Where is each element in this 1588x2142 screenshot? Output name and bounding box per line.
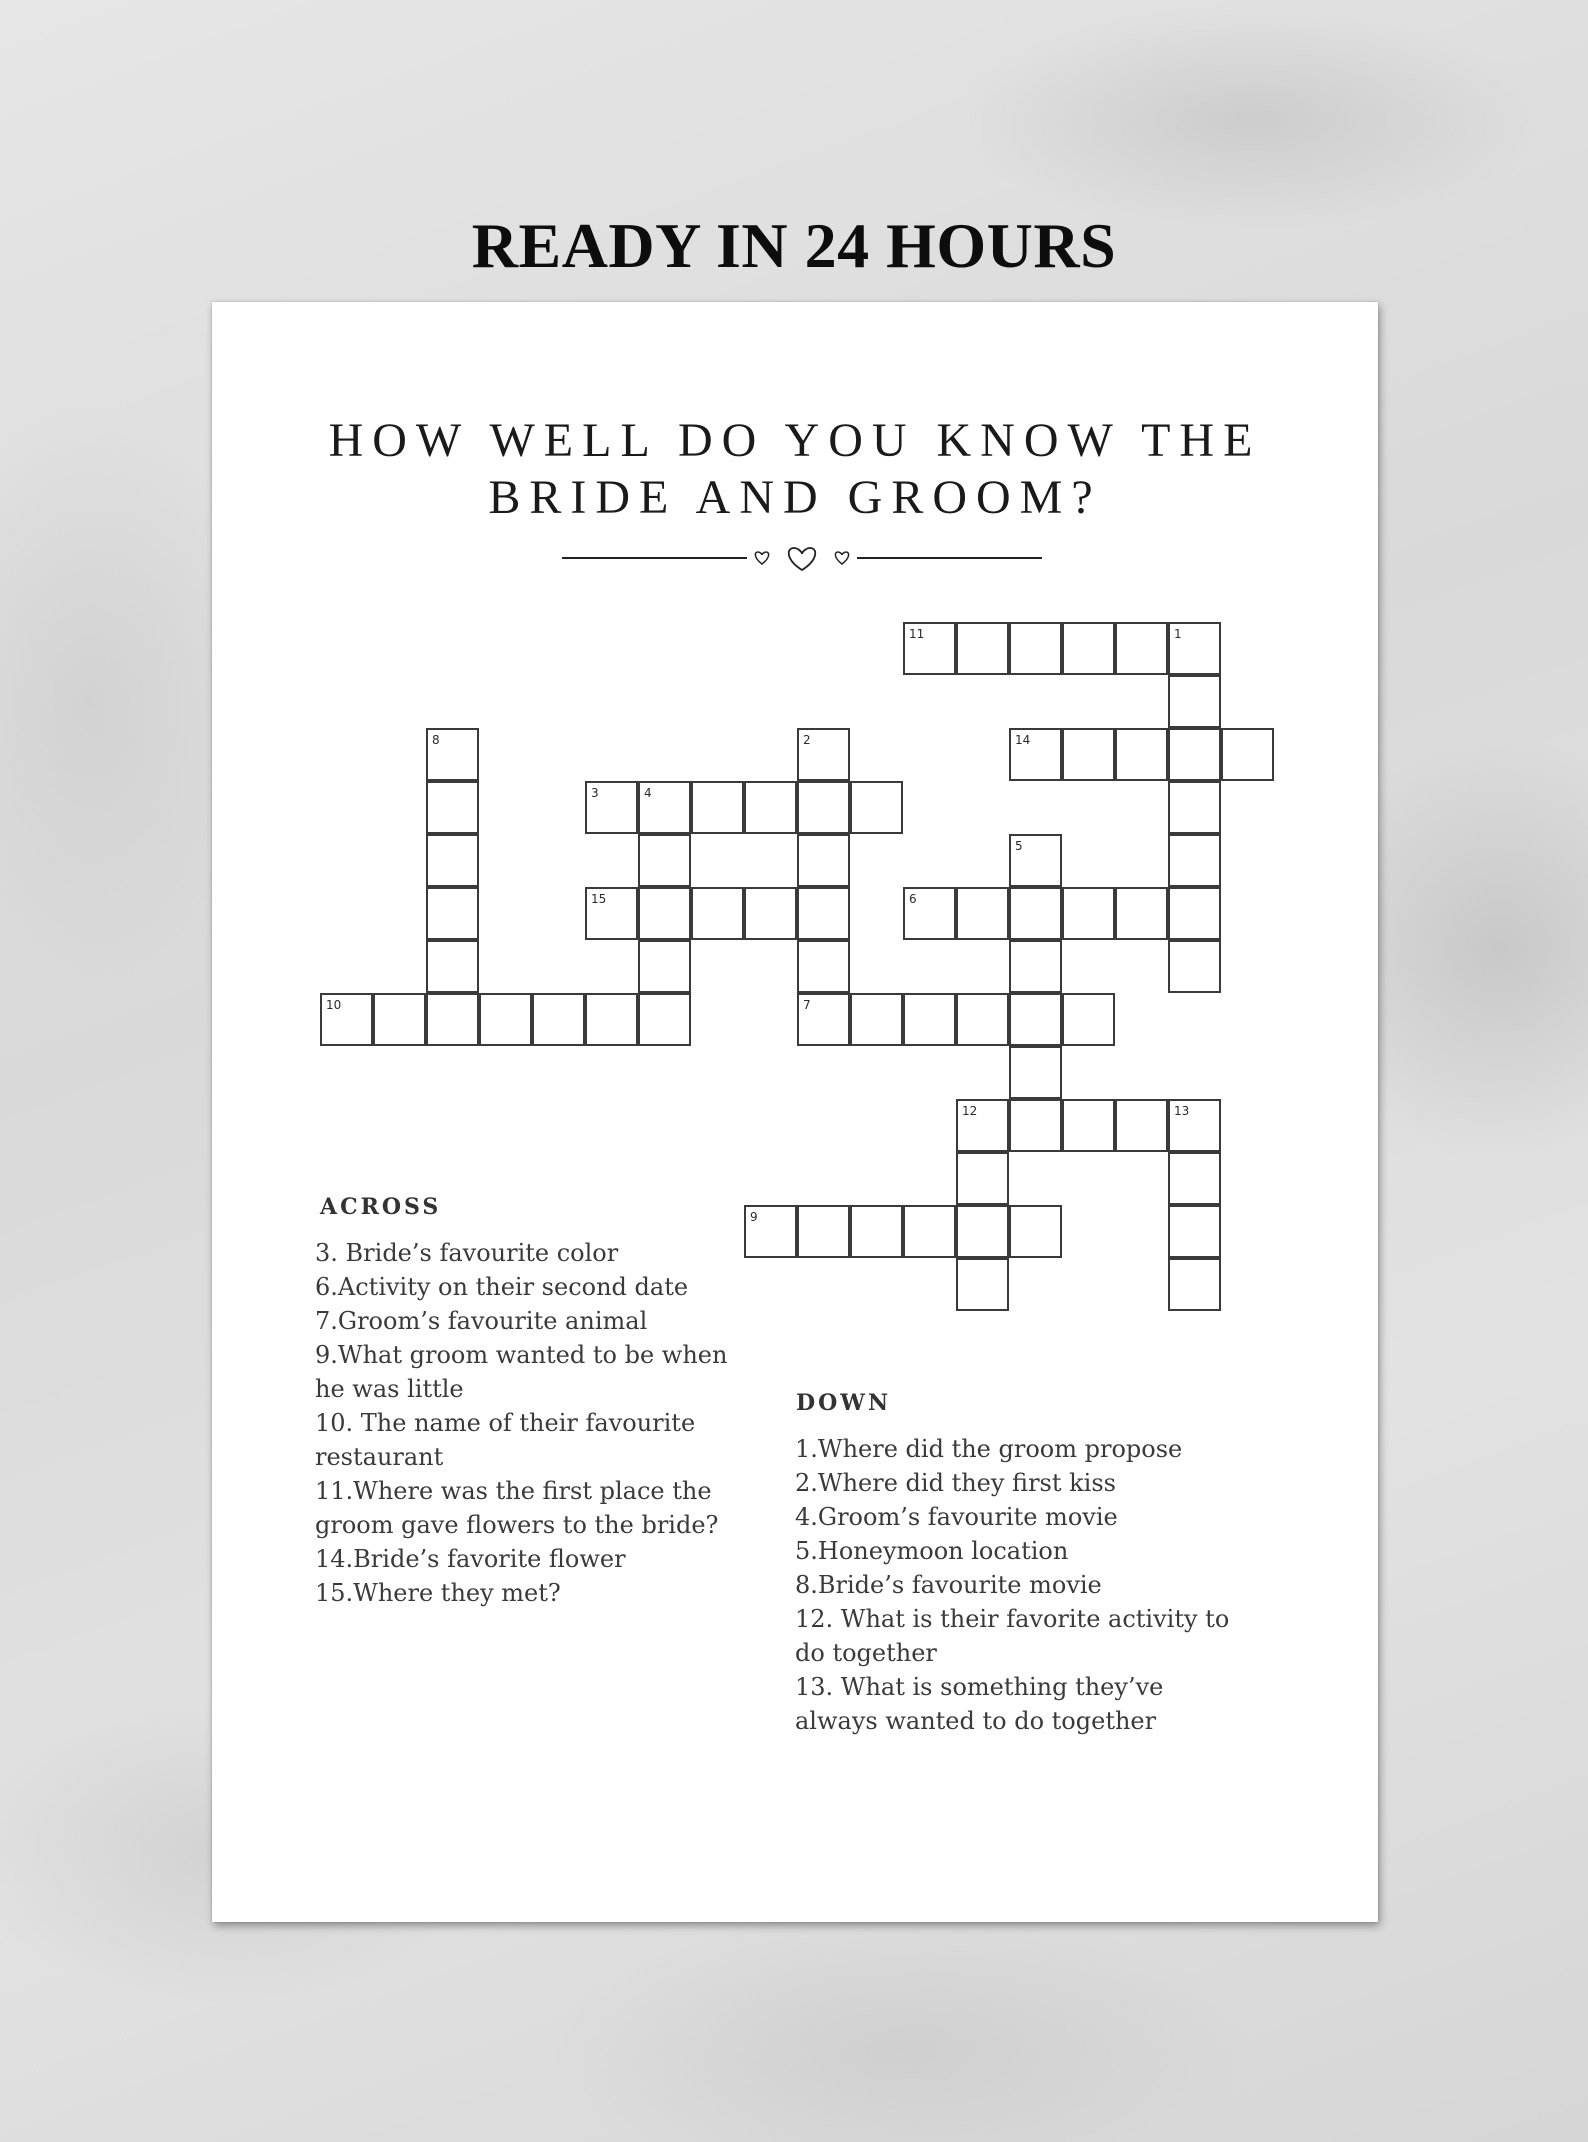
clue-text: 2.Where did they first kiss [795,1469,1116,1497]
crossword-cell[interactable] [1168,622,1221,675]
crossword-cell[interactable] [585,781,638,834]
crossword-cell[interactable] [744,781,797,834]
crossword-cell[interactable] [426,940,479,993]
crossword-cell[interactable] [797,993,850,1046]
crossword-cell[interactable] [638,993,691,1046]
crossword-cell[interactable] [532,993,585,1046]
title-line-1: HOW WELL DO YOU KNOW THE [328,414,1262,467]
crossword-cell[interactable] [903,1205,956,1258]
clue-number: 15 [591,892,607,906]
across-clue-list [315,1236,735,1610]
clue-text: do together [795,1639,937,1667]
crossword-cell[interactable] [1009,887,1062,940]
crossword-cell[interactable] [638,834,691,887]
clue-number: 13 [1174,1104,1190,1118]
clue-number: 10 [326,998,342,1012]
clue-text: 11.Where was the first place the [315,1477,712,1505]
crossword-cell[interactable] [1009,1205,1062,1258]
crossword-cell[interactable] [1115,887,1168,940]
crossword-cell[interactable] [744,887,797,940]
crossword-cell[interactable] [426,781,479,834]
crossword-cell[interactable] [956,1152,1009,1205]
crossword-cell[interactable] [903,622,956,675]
crossword-cell[interactable] [426,887,479,940]
crossword-cell[interactable] [1168,675,1221,728]
down-heading: DOWN [796,1390,892,1416]
crossword-cell[interactable] [1062,728,1115,781]
crossword-cell[interactable] [956,993,1009,1046]
clue-text: 14.Bride’s favorite flower [315,1545,626,1573]
crossword-cell[interactable] [1115,728,1168,781]
crossword-cell[interactable] [426,834,479,887]
crossword-cell[interactable] [956,1258,1009,1311]
crossword-cell[interactable] [903,887,956,940]
clue-text: 1.Where did the groom propose [795,1435,1183,1463]
crossword-cell[interactable] [1115,622,1168,675]
clue-number: 8 [432,733,440,747]
crossword-cell[interactable] [1168,887,1221,940]
crossword-cell[interactable] [797,728,850,781]
crossword-cell[interactable] [1062,887,1115,940]
clue-number: 5 [1015,839,1023,853]
crossword-cell[interactable] [1168,728,1221,781]
crossword-cell[interactable] [797,1205,850,1258]
crossword-cell[interactable] [1009,993,1062,1046]
crossword-cell[interactable] [1168,1205,1221,1258]
crossword-cell[interactable] [797,781,850,834]
clue-text: he was little [315,1375,464,1403]
crossword-cell[interactable] [1009,834,1062,887]
crossword-cell[interactable] [1168,1152,1221,1205]
clue-text: always wanted to do together [795,1707,1157,1735]
clue-text: 3. Bride’s favourite color [315,1239,619,1267]
crossword-cell[interactable] [1009,1099,1062,1152]
crossword-cell[interactable] [1009,1046,1062,1099]
clue-number: 3 [591,786,599,800]
crossword-cell[interactable] [1062,622,1115,675]
crossword-cell[interactable] [426,728,479,781]
crossword-cell[interactable] [1009,622,1062,675]
title-line-2: BRIDE AND GROOM? [488,471,1102,524]
crossword-cell[interactable] [956,887,1009,940]
down-clue-list [795,1432,1235,1738]
crossword-cell[interactable] [638,781,691,834]
crossword-cell[interactable] [1168,834,1221,887]
crossword-cell[interactable] [1168,940,1221,993]
crossword-cell[interactable] [1062,1099,1115,1152]
crossword-cell[interactable] [850,781,903,834]
crossword-cell[interactable] [691,781,744,834]
crossword-cell[interactable] [956,1205,1009,1258]
clue-text: 10. The name of their favourite [315,1409,696,1437]
crossword-cell[interactable] [956,1099,1009,1152]
crossword-cell[interactable] [691,887,744,940]
crossword-cell[interactable] [479,993,532,1046]
clue-text: 9.What groom wanted to be when [315,1341,728,1369]
crossword-cell[interactable] [1221,728,1274,781]
clue-text: 12. What is their favorite activity to [795,1605,1230,1633]
across-heading: ACROSS [320,1194,442,1220]
crossword-cell[interactable] [850,993,903,1046]
clue-text: 13. What is something they’ve [795,1673,1164,1701]
crossword-cell[interactable] [797,887,850,940]
crossword-cell[interactable] [1168,1099,1221,1152]
clue-number: 12 [962,1104,978,1118]
clue-number: 1 [1174,627,1182,641]
clue-number: 4 [644,786,652,800]
crossword-cell[interactable] [797,940,850,993]
clue-number: 6 [909,892,917,906]
crossword-cell[interactable] [585,887,638,940]
clue-number: 11 [909,627,925,641]
clue-text: 7.Groom’s favourite animal [315,1307,648,1335]
crossword-cell[interactable] [1062,993,1115,1046]
clue-text: 8.Bride’s favourite movie [795,1571,1102,1599]
crossword-cell[interactable] [744,1205,797,1258]
crossword-cell[interactable] [638,887,691,940]
crossword-cell[interactable] [1009,940,1062,993]
clue-number: 2 [803,733,811,747]
crossword-cell[interactable] [1115,1099,1168,1152]
clue-number: 9 [750,1210,758,1224]
puzzle-sheet [212,302,1378,1922]
clue-number: 14 [1015,733,1031,747]
crossword-cell[interactable] [1168,781,1221,834]
crossword-cell[interactable] [797,834,850,887]
clue-text: 4.Groom’s favourite movie [795,1503,1118,1531]
clue-text: 6.Activity on their second date [315,1273,689,1301]
clue-text: 15.Where they met? [315,1579,561,1607]
crossword-cell[interactable] [956,622,1009,675]
clue-text: restaurant [315,1443,444,1471]
crossword-cell[interactable] [638,940,691,993]
crossword-cell[interactable] [903,993,956,1046]
clue-text: 5.Honeymoon location [795,1537,1069,1565]
crossword-cell[interactable] [373,993,426,1046]
clue-text: groom gave flowers to the bride? [315,1511,719,1539]
clue-number: 7 [803,998,811,1012]
crossword-cell[interactable] [850,1205,903,1258]
crossword-cell[interactable] [585,993,638,1046]
crossword-cell[interactable] [426,993,479,1046]
crossword-cell[interactable] [1009,728,1062,781]
crossword-cell[interactable] [320,993,373,1046]
crossword-cell[interactable] [1168,1258,1221,1311]
banner-headline: READY IN 24 HOURS [471,210,1117,281]
